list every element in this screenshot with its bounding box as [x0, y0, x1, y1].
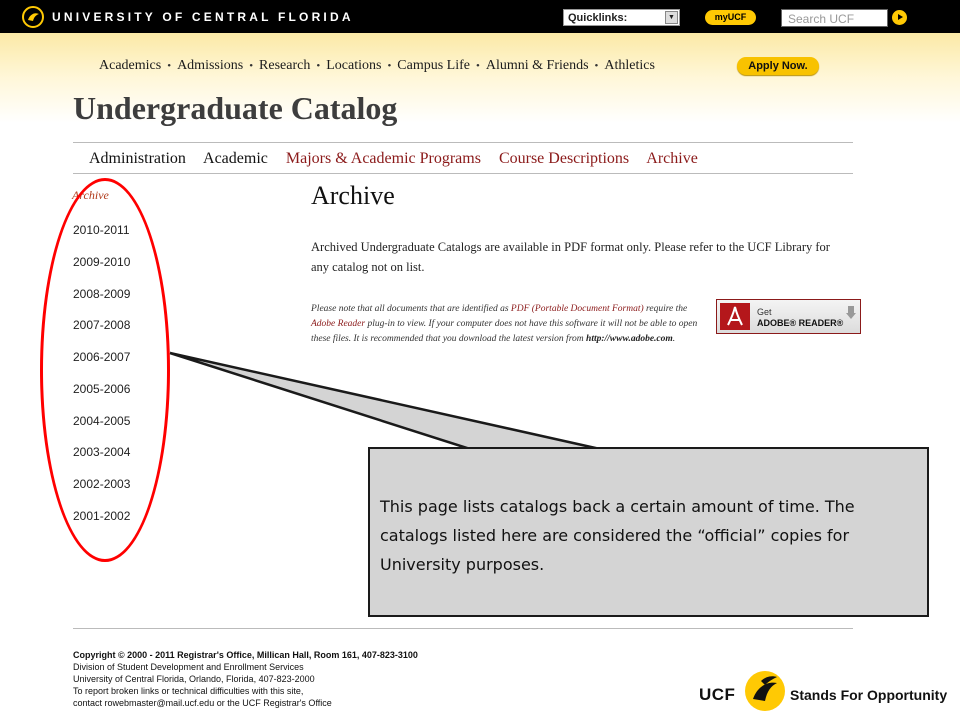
nav-separator: •: [476, 60, 480, 72]
subnav-course-descriptions[interactable]: Course Descriptions: [498, 150, 630, 167]
nav-separator: •: [316, 60, 321, 72]
adobe-reader-label: ADOBE® READER®: [757, 318, 844, 328]
callout-text: This page lists catalogs back a certain amount of time. The catalogs listed here are considered the “official” copies for University purposes.: [380, 497, 855, 574]
quicklinks-label: Quicklinks:: [568, 12, 628, 24]
footer-line: Division of Student Development and Enrollment Services: [73, 662, 304, 672]
note-text: Please note that all documents that are identified as: [311, 304, 511, 314]
chevron-down-icon[interactable]: ▼: [665, 11, 678, 24]
myucf-button[interactable]: myUCF: [705, 10, 756, 25]
sidebar-year-link[interactable]: 2007-2008: [73, 318, 131, 332]
sidebar-year-link[interactable]: 2009-2010: [73, 255, 131, 269]
sidebar-year-link[interactable]: 2002-2003: [73, 477, 131, 491]
adobe-get-label: Get: [757, 307, 772, 317]
subnav-archive[interactable]: Archive: [646, 150, 698, 167]
nav-academics[interactable]: Academics: [99, 58, 162, 73]
content-heading: Archive: [311, 181, 395, 210]
pdf-link[interactable]: PDF (Portable Document Format): [510, 304, 644, 314]
note-text: require the: [643, 304, 688, 314]
copyright-line: Copyright © 2000 - 2011 Registrar's Office, Millican Hall, Room 161, 407-823-3100: [73, 650, 418, 660]
apply-now-button[interactable]: Apply Now.: [737, 57, 819, 75]
nav-research[interactable]: Research: [259, 58, 311, 73]
search-input[interactable]: Search UCF: [781, 9, 888, 27]
archive-intro-text: Archived Undergraduate Catalogs are available in PDF format only. Please refer to the UCF Library for any catalog not on list.: [311, 240, 830, 274]
sidebar-year-link[interactable]: 2008-2009: [73, 287, 131, 301]
university-wordmark[interactable]: UNIVERSITY OF CENTRAL FLORIDA: [52, 10, 354, 24]
footer-divider: [73, 628, 853, 629]
nav-alumni-friends[interactable]: Alumni & Friends: [485, 58, 589, 73]
footer-info: [73, 649, 418, 709]
footer-line: University of Central Florida, Orlando, Florida, 407-823-2000: [73, 674, 315, 684]
nav-separator: •: [249, 60, 254, 72]
subnav-majors-programs[interactable]: Majors & Academic Programs: [285, 150, 481, 167]
pegasus-icon: [743, 669, 787, 713]
footer-line: To report broken links or technical difficulties with this site,: [73, 686, 304, 696]
annotation-callout: [368, 447, 929, 617]
subnav-academic[interactable]: Academic: [203, 150, 268, 167]
footer-contact-line[interactable]: contact rowebmaster@mail.ucf.edu or the UCF Registrar's Office: [73, 698, 332, 708]
tagline: Stands For Opportunity: [790, 687, 948, 703]
nav-admissions[interactable]: Admissions: [177, 58, 244, 73]
nav-separator: •: [167, 60, 172, 72]
adobe-url-link[interactable]: http://www.adobe.com: [586, 334, 673, 344]
adobe-reader-link[interactable]: Adobe Reader: [311, 319, 366, 329]
ucf-logo-text: UCF: [699, 685, 736, 704]
sidebar-heading[interactable]: Archive: [72, 188, 109, 202]
sidebar-year-link[interactable]: 2004-2005: [73, 414, 131, 428]
page-title: Undergraduate Catalog: [73, 90, 398, 126]
nav-campus-life[interactable]: Campus Life: [397, 58, 471, 73]
note-text: .: [672, 334, 676, 344]
nav-locations[interactable]: Locations: [326, 58, 382, 73]
sidebar-year-link[interactable]: 2005-2006: [73, 382, 131, 396]
highlight-oval: [40, 178, 170, 562]
sidebar-year-link[interactable]: 2003-2004: [73, 445, 131, 459]
nav-separator: •: [387, 60, 392, 72]
sidebar-year-link[interactable]: 2010-2011: [73, 223, 130, 237]
nav-separator: •: [594, 60, 599, 72]
sidebar-year-link[interactable]: 2006-2007: [73, 350, 131, 364]
nav-athletics[interactable]: Athletics: [604, 58, 655, 73]
sidebar-year-link[interactable]: 2001-2002: [73, 509, 131, 523]
note-text: plug-in to view. If your computer does not have this software it will not be able to open these files. It is recommended that you download the latest version from: [311, 319, 698, 344]
subnav-administration[interactable]: Administration: [89, 150, 186, 167]
